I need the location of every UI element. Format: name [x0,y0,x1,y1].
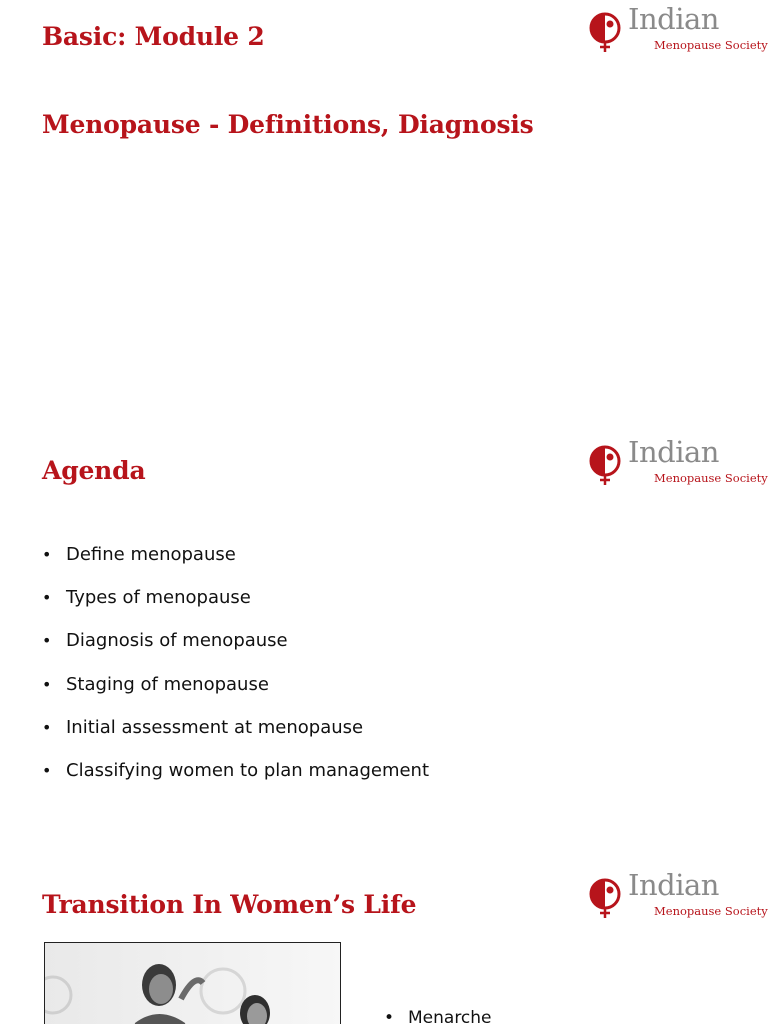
agenda-title: Agenda [42,456,146,485]
list-item: • Diagnosis of menopause [42,628,429,671]
transition-title: Transition In Women’s Life [42,890,417,919]
agenda-list [42,542,429,801]
module-subtitle: Menopause - Definitions, Diagnosis [42,110,534,139]
ims-emblem-icon [588,443,624,487]
bullet-icon: • [42,674,52,694]
ims-logo [588,435,768,491]
slide-agenda [0,434,768,868]
logo-subtitle: Menopause Society [654,471,768,485]
transition-list [384,1008,492,1024]
ims-logo [588,2,768,58]
slide-transition [0,868,768,1024]
logo-word: Indian [628,2,719,36]
logo-word: Indian [628,868,719,902]
list-item: • Classifying women to plan management [42,758,429,801]
list-item: • Types of menopause [42,585,429,628]
list-item: • Menarche [384,1008,492,1024]
ims-emblem-icon [588,10,624,54]
logo-subtitle: Menopause Society [654,38,768,52]
bullet-icon: • [42,717,52,737]
bullet-icon: • [42,631,52,651]
bullet-icon: • [42,588,52,608]
women-photo [44,942,341,1024]
logo-word: Indian [628,435,719,469]
women-photo-image [45,943,341,1024]
list-item: • Define menopause [42,542,429,585]
list-item: • Initial assessment at menopause [42,715,429,758]
logo-subtitle: Menopause Society [654,904,768,918]
module-title: Basic: Module 2 [42,22,265,51]
bullet-icon: • [42,760,52,780]
list-item: • Staging of menopause [42,672,429,715]
bullet-icon: • [384,1008,395,1024]
slide-module-title [0,0,768,434]
ims-logo [588,868,768,924]
ims-emblem-icon [588,876,624,920]
bullet-icon: • [42,545,52,564]
